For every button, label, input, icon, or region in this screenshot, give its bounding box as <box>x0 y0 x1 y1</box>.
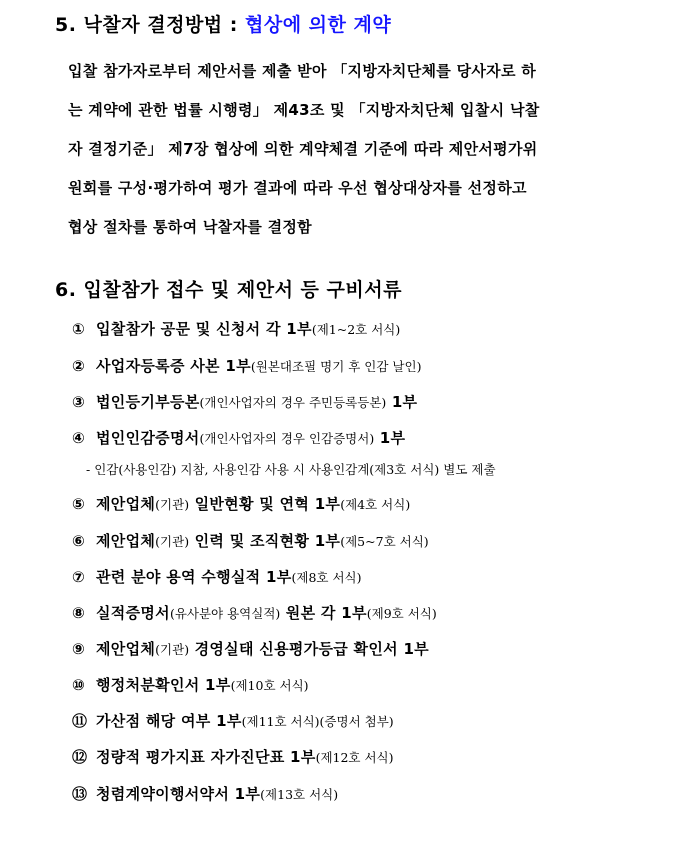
item-note: (제8호 서식) <box>291 570 362 585</box>
item-text: 관련 분야 용역 수행실적 1부 <box>96 568 292 586</box>
item-number: ⑬ <box>72 785 88 803</box>
item-text: 가산점 해당 여부 1부 <box>96 712 242 730</box>
document-item <box>72 391 417 413</box>
document-item <box>72 602 437 624</box>
item-note: (제10호 서식) <box>230 678 309 693</box>
section5-heading-prefix: 5. 낙찰자 결정방법 : <box>55 14 245 36</box>
item-text: 인력 및 조직현황 1부 <box>189 532 341 550</box>
item-text: 입찰참가 공문 및 신청서 각 1부 <box>96 320 312 338</box>
item-text: 제안업체 <box>96 640 156 658</box>
item-number: ⑦ <box>72 568 86 586</box>
item-text: 일반현황 및 연혁 1부 <box>189 495 341 513</box>
item-text: 청렴계약이행서약서 1부 <box>96 785 261 803</box>
section5-heading <box>55 10 391 37</box>
item-note: (원본대조필 명기 후 인감 날인) <box>250 359 422 374</box>
section5-paragraph <box>68 52 648 247</box>
item-note: (개인사업자의 경우 주민등록등본) <box>199 395 387 410</box>
item-note: (기관) <box>155 497 190 512</box>
item-note: (제5~7호 서식) <box>340 534 429 549</box>
item-note: (기관) <box>155 642 190 657</box>
document-item <box>72 710 394 732</box>
item-note: (제13호 서식) <box>260 787 339 802</box>
document-item <box>72 674 309 696</box>
item-note: (기관) <box>155 534 190 549</box>
section6-heading: 6. 입찰참가 접수 및 제안서 등 구비서류 <box>55 279 402 301</box>
item-text: 사업자등록증 사본 1부 <box>96 357 251 375</box>
item-number: ② <box>72 357 86 375</box>
document-item <box>72 355 421 377</box>
item-text: 행정처분확인서 1부 <box>96 676 231 694</box>
item-text: 경영실태 신용평가등급 확인서 1부 <box>189 640 429 658</box>
item-note: (유사분야 용역실적) <box>169 606 281 621</box>
document-item <box>72 746 394 768</box>
item-number: ③ <box>72 393 86 411</box>
item-number: ⑩ <box>72 676 86 694</box>
item-text: 법인등기부등본 <box>96 393 200 411</box>
item-number: ⑪ <box>72 712 88 730</box>
paragraph-line: 자 결정기준」 제7장 협상에 의한 계약체결 기준에 따라 제안서평가위 <box>68 140 538 158</box>
item-text: 제안업체 <box>96 495 156 513</box>
document-item <box>72 638 429 660</box>
item-number: ① <box>72 320 86 338</box>
section5-heading-accent: 협상에 의한 계약 <box>244 14 392 36</box>
document-item <box>72 783 338 805</box>
item-text: 실적증명서 <box>96 604 170 622</box>
seal-subnote: - 인감(사용인감) 지참, 사용인감 사용 시 사용인감계(제3호 서식) 별도 제출 <box>86 462 496 477</box>
item-text: 1부 <box>374 429 406 447</box>
paragraph-line: 협상 절차를 통하여 낙찰자를 결정함 <box>68 218 312 236</box>
item-number: ⑧ <box>72 604 86 622</box>
item-text: 제안업체 <box>96 532 156 550</box>
item-number: ⑥ <box>72 532 86 550</box>
document-item <box>72 427 405 449</box>
item-number: ④ <box>72 429 86 447</box>
item-note: (제4호 서식) <box>340 497 411 512</box>
paragraph-line: 는 계약에 관한 법률 시행령」 제43조 및 「지방자치단체 입찰시 낙찰 <box>68 101 540 119</box>
document-item <box>72 566 362 588</box>
document-item <box>72 530 429 552</box>
paragraph-line: 입찰 참가자로부터 제안서를 제출 받아 「지방자치단체를 당사자로 하 <box>68 62 537 80</box>
item-number: ⑤ <box>72 495 86 513</box>
item-note: (개인사업자의 경우 인감증명서) <box>199 431 375 446</box>
item-note: (제11호 서식)(증명서 첨부) <box>241 714 394 729</box>
item-number: ⑨ <box>72 640 86 658</box>
item-text: 1부 <box>386 393 418 411</box>
paragraph-line: 원회를 구성·평가하여 평가 결과에 따라 우선 협상대상자를 선정하고 <box>68 179 527 197</box>
item-text: 법인인감증명서 <box>96 429 200 447</box>
item-note: (제1~2호 서식) <box>311 322 401 337</box>
item-text: 정량적 평가지표 자가진단표 1부 <box>96 748 316 766</box>
item-number: ⑫ <box>72 748 88 766</box>
document-item <box>72 318 400 340</box>
item-text: 원본 각 1부 <box>280 604 367 622</box>
item-note: (제12호 서식) <box>315 750 394 765</box>
item-note: (제9호 서식) <box>366 606 437 621</box>
document-item <box>72 493 410 515</box>
